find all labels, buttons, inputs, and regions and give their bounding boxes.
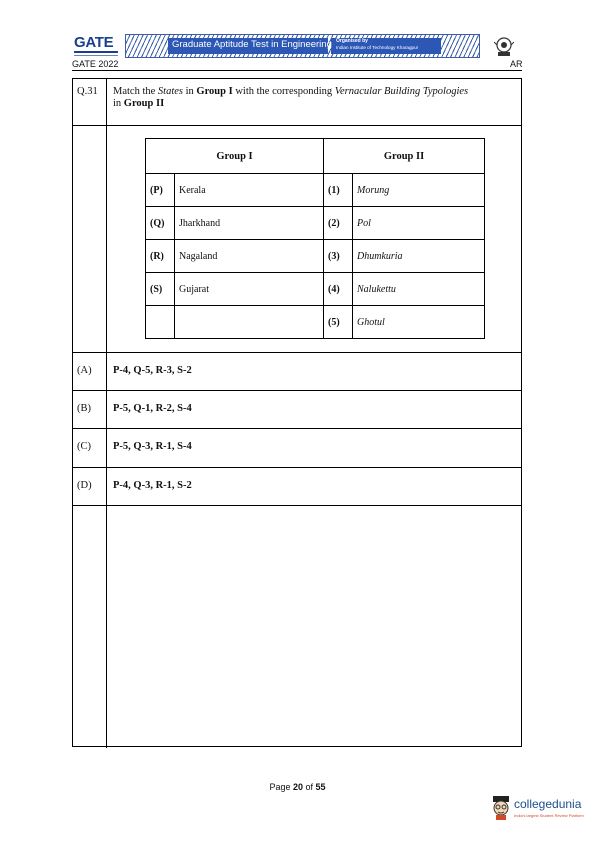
gate-logo xyxy=(72,34,122,58)
group2-label: (5) xyxy=(324,306,353,339)
header-banner xyxy=(125,34,480,58)
group1-term: Group I xyxy=(196,86,233,97)
question-box xyxy=(72,78,522,747)
paper-code: AR xyxy=(510,59,523,69)
gate-logo-text: GATE xyxy=(74,34,114,51)
table-row xyxy=(146,273,485,306)
states-term: States xyxy=(157,86,183,97)
group2-header: Group II xyxy=(324,139,485,174)
option-d-text[interactable]: P-4, Q-3, R-1, S-2 xyxy=(113,480,192,491)
iit-emblem-icon xyxy=(494,36,514,58)
table-row xyxy=(146,306,485,339)
brand-name: collegedunia xyxy=(514,797,582,811)
question-number: Q.31 xyxy=(77,86,98,97)
table-row xyxy=(146,174,485,207)
group1-value: Jharkhand xyxy=(175,207,324,240)
option-a-label: (A) xyxy=(77,365,92,376)
group1-label: (Q) xyxy=(146,207,175,240)
option-c-text[interactable]: P-5, Q-3, R-1, S-4 xyxy=(113,441,192,452)
table-row xyxy=(146,207,485,240)
table-header-row xyxy=(146,139,485,174)
match-table xyxy=(145,138,485,335)
table-row xyxy=(146,240,485,273)
group2-label: (2) xyxy=(324,207,353,240)
exam-year: GATE 2022 xyxy=(72,59,119,69)
option-a-text[interactable]: P-4, Q-5, R-3, S-2 xyxy=(113,365,192,376)
collegedunia-watermark xyxy=(490,795,584,825)
group1-label: (S) xyxy=(146,273,175,306)
current-page: 20 xyxy=(292,782,303,792)
group1-value xyxy=(175,306,324,339)
group1-value: Kerala xyxy=(175,174,324,207)
organiser-name: Indian Institute of Technology Kharagpur xyxy=(336,45,419,50)
group2-value: Nalukettu xyxy=(353,273,485,306)
typologies-term: Vernacular Building Typologies xyxy=(334,86,469,97)
group2-value: Morung xyxy=(353,174,485,207)
group1-label: (P) xyxy=(146,174,175,207)
group1-value: Nagaland xyxy=(175,240,324,273)
header-divider xyxy=(72,70,522,71)
option-d-label: (D) xyxy=(77,480,92,491)
option-c-label: (C) xyxy=(77,441,91,452)
brand-tagline: India's largest Student Review Platform xyxy=(514,813,584,818)
organised-by-label: Organised by xyxy=(336,38,368,44)
group2-value: Pol xyxy=(353,207,485,240)
option-b-text[interactable]: P-5, Q-1, R-2, S-4 xyxy=(113,403,192,414)
group1-label: (R) xyxy=(146,240,175,273)
group1-value: Gujarat xyxy=(175,273,324,306)
total-pages: 55 xyxy=(315,782,326,792)
group2-label: (1) xyxy=(324,174,353,207)
label-column-divider xyxy=(106,79,107,748)
group2-label: (3) xyxy=(324,240,353,273)
page-number: Page 20 of 55 xyxy=(269,782,326,792)
group1-label xyxy=(146,306,175,339)
group2-term: Group II xyxy=(123,98,165,109)
question-text: Match the States in Group I with the corresponding Vernacular Building Typologies in Group II xyxy=(113,86,469,109)
group2-value: Dhumkuria xyxy=(353,240,485,273)
group2-label: (4) xyxy=(324,273,353,306)
group1-header: Group I xyxy=(146,139,324,174)
mascot-icon xyxy=(490,795,512,821)
banner-title: Graduate Aptitude Test in Engineering xyxy=(172,39,332,50)
option-b-label: (B) xyxy=(77,403,91,414)
group2-value: Ghotul xyxy=(353,306,485,339)
